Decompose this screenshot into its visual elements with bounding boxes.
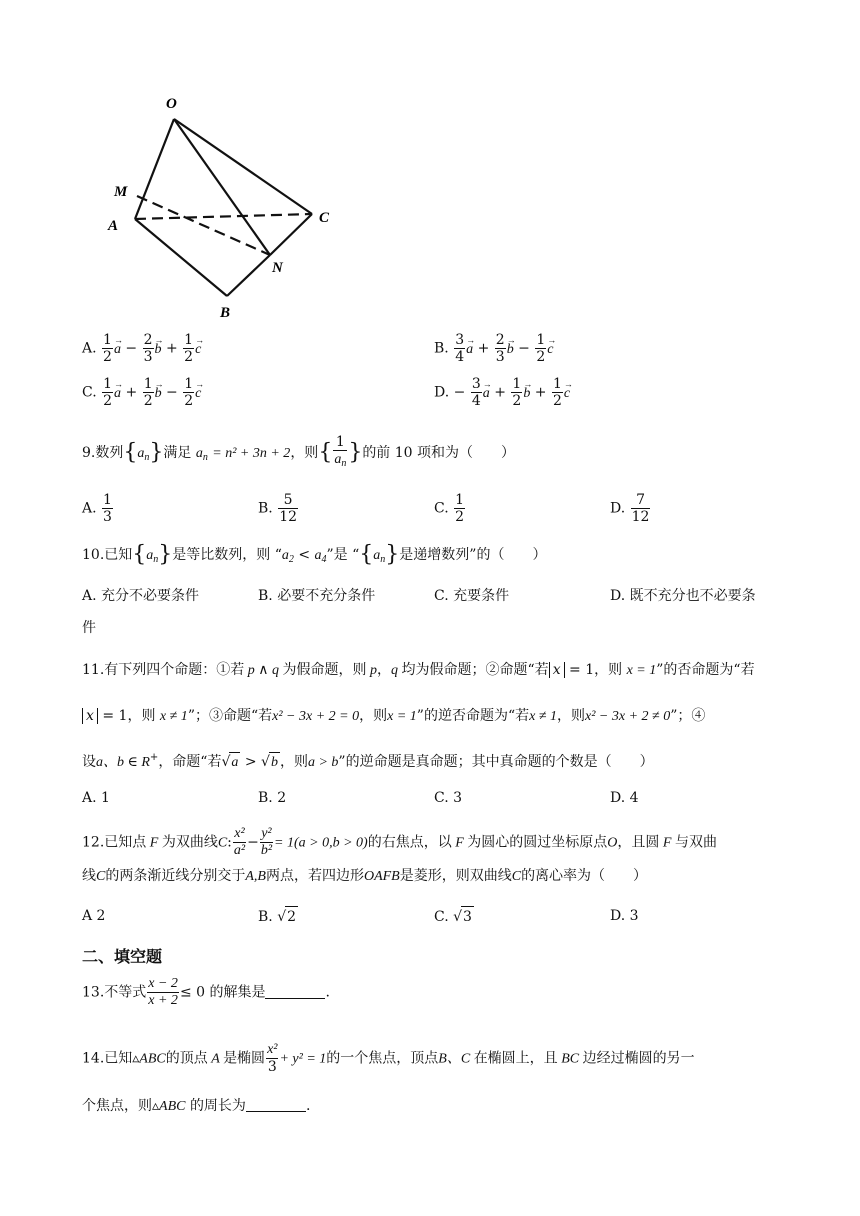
- label-m: M: [114, 184, 128, 200]
- tetrahedron-figure: [100, 90, 350, 325]
- q10-option-a: A. 充分不必要条件: [82, 588, 200, 604]
- q11-line-3: 设a、b ∈ R+，命题“若√a > √b ，则a > b”的逆命题是真命题；其中真命题的个数是（ ）: [82, 748, 654, 773]
- q14-line-2: 个焦点，则▵ABC 的周长为 .: [82, 1098, 311, 1114]
- q9-stem: 9.数列$\{a_n\}$满足 $a_n = n^2 + 3n + 2$，则{ $\frac{1}{a_n}$ }的前 10 项和为（ ）: [82, 434, 515, 472]
- q9-option-b: B. $\frac{5}{12}$: [258, 492, 298, 525]
- q14-answer-blank[interactable]: [246, 1097, 306, 1112]
- q8-option-d: D. − $\frac{3}{4}$ → a + $\frac{1}{2}$ → b + $\frac{1}{2}$ → c: [434, 376, 570, 409]
- q10-option-wrap: 件: [82, 620, 96, 636]
- q9-option-c: C. $\frac{1}{2}$: [434, 492, 465, 525]
- q10-option-b: B. 必要不充分条件: [258, 588, 376, 604]
- label-n: N: [272, 260, 283, 276]
- q10-option-d: D. 既不充分也不必要条: [610, 588, 756, 604]
- q10-stem: 10.已知$\{a_n\}$是等比数列，则 “$a_2 < a_4$”是 “$\{a_n\}$是递增数列”的（ ）: [82, 542, 547, 567]
- q13-stem: 13.不等式 $\frac{x - 2}{x + 2}$ ≤ 0 的解集是 .: [82, 976, 330, 1008]
- q12-option-a: A 2: [82, 908, 106, 924]
- q11-option-a: A. 1: [82, 790, 110, 806]
- q12-option-c: C. √3: [434, 906, 474, 927]
- q9-option-d: D. $\frac{7}{12}$: [610, 492, 650, 525]
- q12-option-b: B. √2: [258, 906, 298, 927]
- q14-line-1: 14.已知▵ABC的顶点 A 是椭圆 $\frac{\text{x²}}{3}$ + y² = 1的一个焦点，顶点B、C 在椭圆上，且 BC 边经过椭圆的另一: [82, 1042, 695, 1075]
- q8-option-c: C. $\frac{1}{2}$ → a + $\frac{1}{2}$ → b − $\frac{1}{2}$ → c: [82, 376, 201, 409]
- q11-option-d: D. 4: [610, 790, 639, 806]
- q8-option-b: B. $\frac{3}{4}$ → a + $\frac{2}{3}$ → b − $\frac{1}{2}$ → c: [434, 332, 553, 365]
- q9-option-a: A. $\frac{1}{3}$: [82, 492, 112, 525]
- label-a: A: [108, 218, 119, 234]
- label-c: C: [319, 210, 330, 226]
- q12-option-d: D. 3: [610, 908, 639, 924]
- q11-line-2: x = 1，则 x ≠ 1”；③命题“若x² − 3x + 2 = 0，则x = 1”的逆否命题为“若x ≠ 1，则x² − 3x + 2 ≠ 0”；④: [82, 706, 705, 727]
- label-o: O: [166, 96, 177, 112]
- q10-option-c: C. 充要条件: [434, 588, 510, 604]
- q13-answer-blank[interactable]: [265, 984, 325, 999]
- q12-line-2: 线C的两条渐近线分别交于A,B两点，若四边形OAFB是菱形，则双曲线C的离心率为（ ）: [82, 868, 648, 884]
- label-b: B: [220, 305, 231, 321]
- q11-line-1: 11.有下列四个命题：①若 p ∧ q 为假命题，则 p，q 均为假命题；②命题“若 x = 1，则 x = 1”的否命题为“若: [82, 662, 755, 678]
- q11-option-c: C. 3: [434, 790, 463, 806]
- q8-option-a: A. $\frac{1}{2}$ → a − $\frac{2}{3}$ → b + $\frac{1}{2}$ → c: [82, 332, 201, 365]
- q12-line-1: 12.已知点 F 为双曲线C: $\frac{\text{x²}}{\text{a²}}$ − $\frac{\text{y²}}{\text{b²}}$ = 1(a > 0,b > 0)的右焦点，以 F 为圆心的圆过坐标原点O，且圆 F 与双曲: [82, 826, 717, 858]
- section-heading: 二、填空题: [82, 947, 163, 966]
- q11-option-b: B. 2: [258, 790, 287, 806]
